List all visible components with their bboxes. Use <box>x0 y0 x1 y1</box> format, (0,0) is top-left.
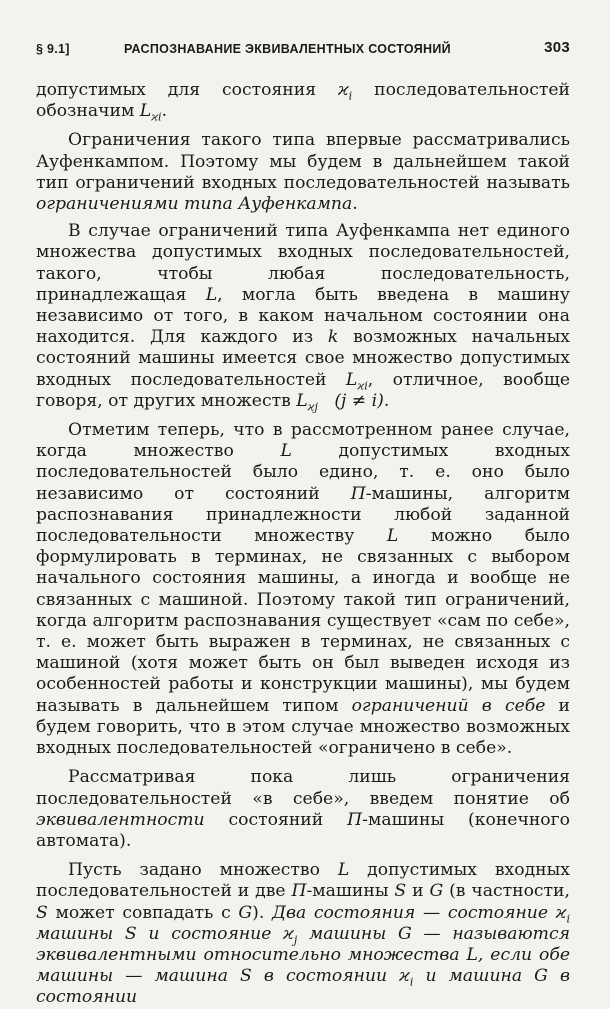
book-page <box>36 38 570 1009</box>
running-title: РАСПОЗНАВАНИЕ ЭКВИВАЛЕНТНЫХ СОСТОЯНИЙ <box>124 42 451 56</box>
paragraph-4: Отметим теперь, что в рассмотренном ранее случае, когда множество L допустимых входных последовательностей было едино, т. е. оно было независимо от состояний П-машины, алгоритм распознавания принадлежности любой заданной последовательности множеству L можно было формулировать в терминах, не связанных с выбором начального состояния машины, а иногда и вообще не связанных с машиной. Поэтому такой тип ограничений, когда алгоритм распознавания существует «сам по себе», т. е. может быть выражен в терминах, не связанных с машиной (хотя может быть он был выведен исходя из особенностей работы и конструкции машины), мы будем называть в дальнейшем типом ограничений в себе и будем говорить, что в этом случае множество возможных входных последовательностей «ограничено в себе». <box>36 420 571 759</box>
paragraph-5: Рассматривая пока лишь ограничения последовательностей «в себе», введем понятие об эквивалентности состояний П-машины (конечного автомата). <box>36 767 570 851</box>
paragraph-3: В случае ограничений типа Ауфенкампа нет единого множества допустимых входных последовательностей, такого, чтобы любая последовательность, принадлежащая L, могла быть введена в машину независимо от того, в каком начальном состоянии она находится. Для каждого из k возможных начальных состояний машины имеется свое множество допустимых входных последовательностей $L_{ϰi}$, отличное, вообще говоря, от других множеств $L_{ϰj}$ (j ≠ i). <box>36 221 570 414</box>
page-body <box>36 80 570 1009</box>
page-number: 303 <box>544 39 570 56</box>
running-header <box>36 38 570 60</box>
paragraph-2: Ограничения такого типа впервые рассматривались Ауфенкампом. Поэтому мы будем в дальнейшем такой тип ограничений входных последовательностей называть ограничениями типа Ауфенкампа. <box>36 130 570 215</box>
paragraph-6: Пусть задано множество L допустимых входных последовательностей и две П-машины S и G (в частности, S может совпадать с G). Два состояния — состояние $ϰ_i$ машины S и состояние $ϰ_j$ машины G — называются эквивалентными относительно множества L, если обе машины — машина S в состоянии $ϰ_i$ и машина G в состоянии <box>36 860 570 1008</box>
paragraph-1: допустимых для состояния $ϰ_i$ последовательностей обозначим $L_{ϰi}$. <box>36 80 571 124</box>
section-marker: § 9.1] <box>36 42 70 56</box>
